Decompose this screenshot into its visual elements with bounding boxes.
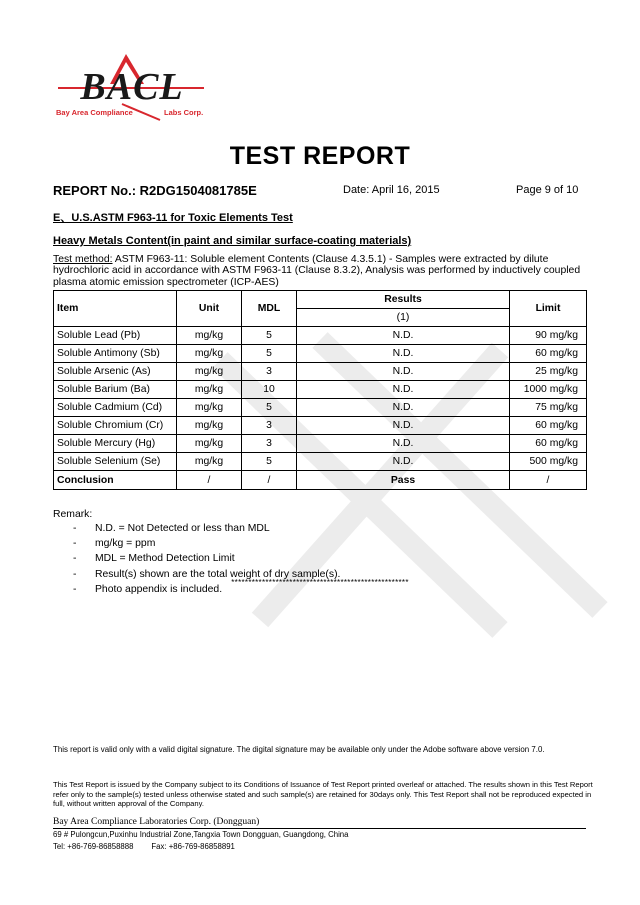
cell-unit: mg/kg <box>177 327 242 345</box>
conclusion-mdl: / <box>242 471 297 490</box>
list-dash: - <box>73 538 77 550</box>
list-dash: - <box>73 568 77 580</box>
test-method-text: ASTM F963-11: Soluble element Contents (Clause 4.3.5.1) - Samples were extracted by dilute hydrochloric acid in accordance with ASTM F963-11 (Clause 8.3.2), Analysis was performed by inductively coupled plasma atomic emission spectrometer (ICP-AES) <box>53 254 581 288</box>
cell-unit: mg/kg <box>177 399 242 417</box>
cell-mdl: 3 <box>242 417 297 435</box>
conclusion-row <box>54 471 587 490</box>
page-number: Page 9 of 10 <box>516 184 579 196</box>
header-results: Results <box>297 291 510 309</box>
logo-wordmark: BACL <box>80 66 184 108</box>
table-row <box>54 381 587 399</box>
test-method <box>53 254 593 288</box>
footer-fax: Fax: +86-769-86858891 <box>151 842 235 851</box>
logo-subtitle-right: Labs Corp. <box>164 108 204 117</box>
header-mdl: MDL <box>242 291 297 327</box>
cell-limit: 60 mg/kg <box>510 345 587 363</box>
cell-limit: 90 mg/kg <box>510 327 587 345</box>
table-row <box>54 399 587 417</box>
cell-result: N.D. <box>297 417 510 435</box>
list-item <box>53 536 340 551</box>
bacl-logo <box>52 52 212 122</box>
table-row <box>54 327 587 345</box>
cell-item: Soluble Barium (Ba) <box>54 381 177 399</box>
table-row <box>54 417 587 435</box>
cell-unit: mg/kg <box>177 381 242 399</box>
cell-result: N.D. <box>297 453 510 471</box>
remark-text: Result(s) shown are the total weight of dry sample(s). <box>95 568 341 580</box>
page-title: TEST REPORT <box>229 142 411 170</box>
subsection-heading: Heavy Metals Content(in paint and similar surface-coating materials) <box>53 235 412 247</box>
list-dash: - <box>73 583 77 595</box>
report-date: Date: April 16, 2015 <box>343 184 440 196</box>
cell-item: Soluble Chromium (Cr) <box>54 417 177 435</box>
cell-item: Soluble Selenium (Se) <box>54 453 177 471</box>
remark-text: mg/kg = ppm <box>95 538 156 550</box>
conclusion-limit: / <box>510 471 587 490</box>
report-number: REPORT No.: R2DG1504081785E <box>53 183 257 198</box>
cell-result: N.D. <box>297 399 510 417</box>
remark-label: Remark: <box>53 509 93 520</box>
logo-subtitle-left: Bay Area Compliance <box>56 108 133 117</box>
cell-limit: 25 mg/kg <box>510 363 587 381</box>
header-unit: Unit <box>177 291 242 327</box>
footer-contact <box>53 842 235 851</box>
section-heading: E、U.S.ASTM F963-11 for Toxic Elements Test <box>53 212 293 224</box>
results-table <box>53 290 587 490</box>
cell-mdl: 3 <box>242 363 297 381</box>
cell-limit: 75 mg/kg <box>510 399 587 417</box>
list-item <box>53 551 340 566</box>
footer-address: 69 # Pulongcun,Puxinhu Industrial Zone,Tangxia Town Dongguan, Guangdong, China <box>53 830 349 839</box>
signature-disclaimer: This report is valid only with a valid digital signature. The digital signature may be available only under the Adobe software above version 7.0. <box>53 745 545 754</box>
conclusion-label: Conclusion <box>54 471 177 490</box>
results-rows <box>54 327 587 490</box>
list-dash: - <box>73 553 77 565</box>
cell-item: Soluble Mercury (Hg) <box>54 435 177 453</box>
footer-tel: Tel: +86-769-86858888 <box>53 842 134 851</box>
cell-unit: mg/kg <box>177 417 242 435</box>
footer-divider <box>53 828 586 829</box>
test-method-label: Test method: <box>53 254 113 265</box>
cell-result: N.D. <box>297 363 510 381</box>
cell-item: Soluble Lead (Pb) <box>54 327 177 345</box>
list-dash: - <box>73 523 77 534</box>
footer-company: Bay Area Compliance Laboratories Corp. (Dongguan) <box>53 817 260 827</box>
cell-mdl: 5 <box>242 453 297 471</box>
remark-text: MDL = Method Detection Limit <box>95 553 235 565</box>
cell-unit: mg/kg <box>177 453 242 471</box>
cell-mdl: 10 <box>242 381 297 399</box>
end-of-report-marker: **************************************************** <box>231 578 409 587</box>
issuance-disclaimer: This Test Report is issued by the Company subject to its Conditions of Issuance of Test Report printed overleaf or attached. The results shown in this Test Report refer only to the sample(s) tested unless otherwise stated and such sample(s) are retained for 30days only. This Test Report shall not be reproduced expected in full, without written approval of the Company. <box>53 780 593 809</box>
table-row <box>54 363 587 381</box>
cell-unit: mg/kg <box>177 435 242 453</box>
header-results-sub: (1) <box>297 309 510 327</box>
cell-mdl: 3 <box>242 435 297 453</box>
cell-unit: mg/kg <box>177 363 242 381</box>
cell-limit: 500 mg/kg <box>510 453 587 471</box>
remark-text: Photo appendix is included. <box>95 583 223 595</box>
header-limit: Limit <box>510 291 587 327</box>
header-item: Item <box>54 291 177 327</box>
table-row <box>54 435 587 453</box>
cell-item: Soluble Arsenic (As) <box>54 363 177 381</box>
conclusion-result: Pass <box>297 471 510 490</box>
cell-item: Soluble Antimony (Sb) <box>54 345 177 363</box>
cell-result: N.D. <box>297 327 510 345</box>
cell-result: N.D. <box>297 345 510 363</box>
cell-mdl: 5 <box>242 327 297 345</box>
cell-mdl: 5 <box>242 399 297 417</box>
cell-mdl: 5 <box>242 345 297 363</box>
cell-limit: 60 mg/kg <box>510 435 587 453</box>
cell-limit: 1000 mg/kg <box>510 381 587 399</box>
remark-text: N.D. = Not Detected or less than MDL <box>95 523 270 534</box>
cell-item: Soluble Cadmium (Cd) <box>54 399 177 417</box>
table-row <box>54 453 587 471</box>
table-row <box>54 345 587 363</box>
conclusion-unit: / <box>177 471 242 490</box>
cell-limit: 60 mg/kg <box>510 417 587 435</box>
cell-unit: mg/kg <box>177 345 242 363</box>
list-item <box>53 521 340 536</box>
cell-result: N.D. <box>297 435 510 453</box>
cell-result: N.D. <box>297 381 510 399</box>
